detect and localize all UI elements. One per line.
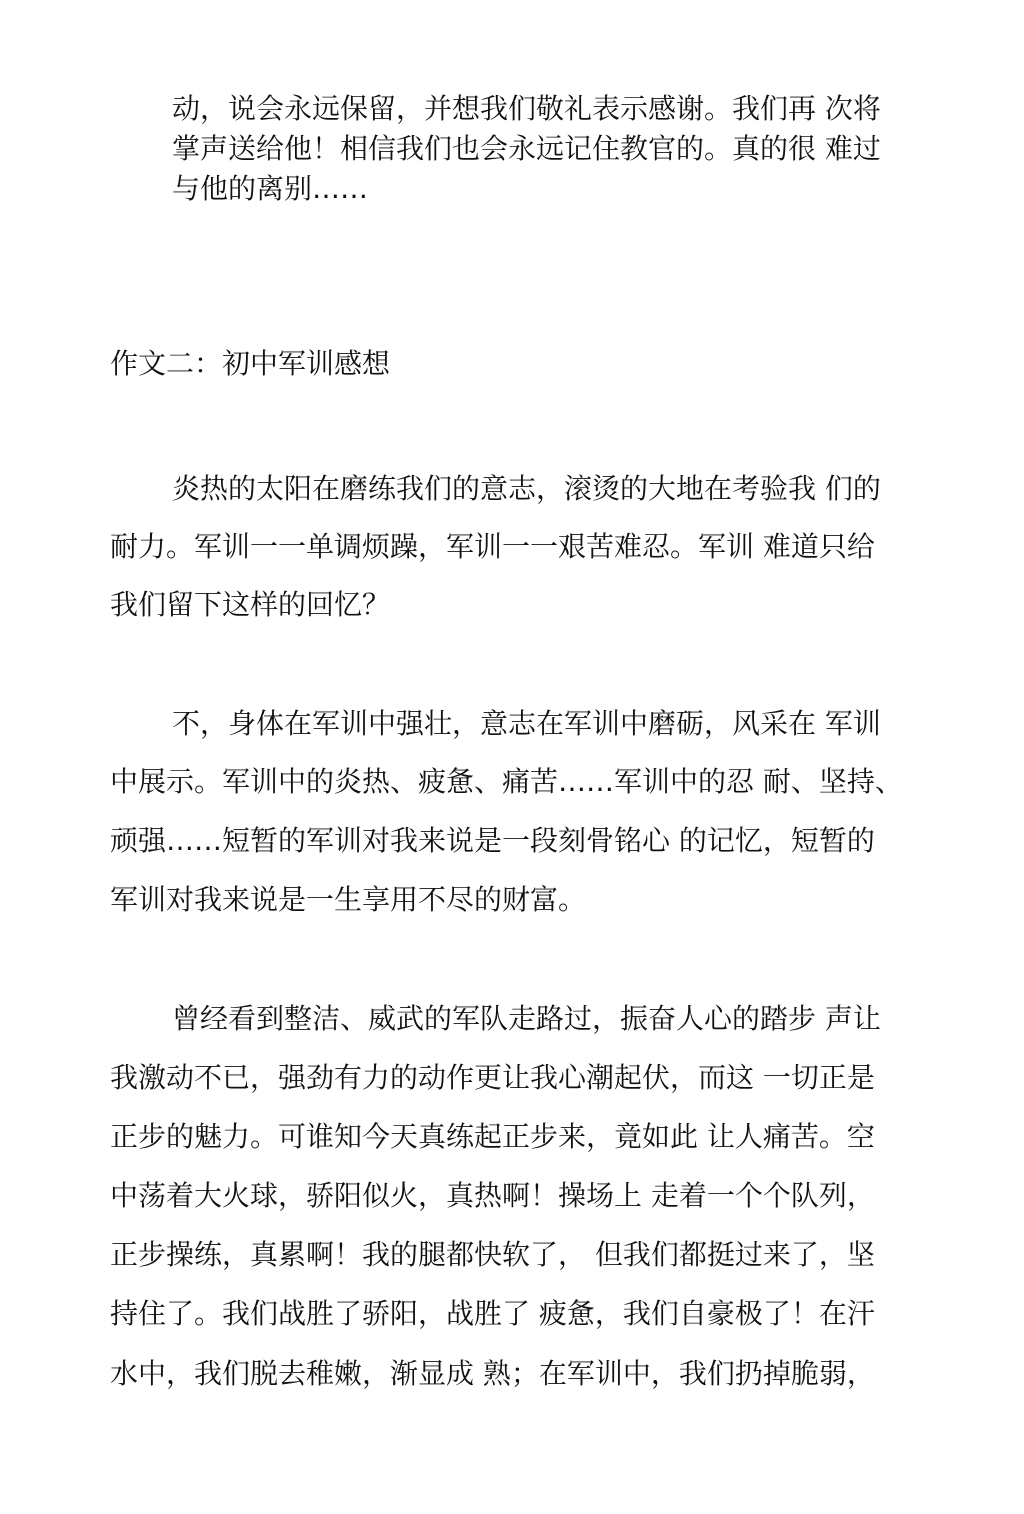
paragraph-2-line-3: 顽强……短暂的军训对我来说是一段刻骨铭心 的记忆，短暂的 — [110, 824, 875, 857]
paragraph-2-line-1: 不，身体在军训中强壮，意志在军训中磨砺，风采在 军训 — [172, 707, 881, 740]
paragraph-1-line-1: 炎热的太阳在磨练我们的意志，滚烫的大地在考验我 们的 — [172, 472, 881, 505]
intro-line-3: 与他的离别…… — [172, 172, 369, 205]
paragraph-3-line-6: 持住了。我们战胜了骄阳，战胜了 疲惫，我们自豪极了！在汗 — [110, 1297, 875, 1330]
paragraph-1-line-2: 耐力。军训一一单调烦躁，军训一一艰苦难忍。军训 难道只给 — [110, 530, 875, 563]
intro-line-2: 掌声送给他！相信我们也会永远记住教官的。真的很 难过 — [172, 132, 881, 165]
paragraph-3-line-1: 曾经看到整洁、威武的军队走路过，振奋人心的踏步 声让 — [172, 1002, 881, 1035]
paragraph-3-line-3: 正步的魅力。可谁知今天真练起正步来，竟如此 让人痛苦。空 — [110, 1120, 875, 1153]
paragraph-1-line-3: 我们留下这样的回忆？ — [110, 588, 391, 621]
paragraph-2-line-2: 中展示。军训中的炎热、疲惫、痛苦……军训中的忍 耐、坚持、 — [110, 765, 903, 798]
paragraph-3-line-2: 我激动不已，强劲有力的动作更让我心潮起伏，而这 一切正是 — [110, 1061, 875, 1094]
essay-title: 作文二：初中军训感想 — [110, 347, 391, 380]
paragraph-3-line-5: 正步操练，真累啊！我的腿都快软了， 但我们都挺过来了，坚 — [110, 1238, 875, 1271]
intro-line-1: 动，说会永远保留，并想我们敬礼表示感谢。我们再 次将 — [172, 92, 881, 125]
paragraph-3-line-7: 水中，我们脱去稚嫩，渐显成 熟；在军训中，我们扔掉脆弱， — [110, 1357, 875, 1390]
paragraph-3-line-4: 中荡着大火球，骄阳似火，真热啊！操场上 走着一个个队列， — [110, 1179, 875, 1212]
paragraph-2-line-4: 军训对我来说是一生享用不尽的财富。 — [110, 883, 587, 916]
